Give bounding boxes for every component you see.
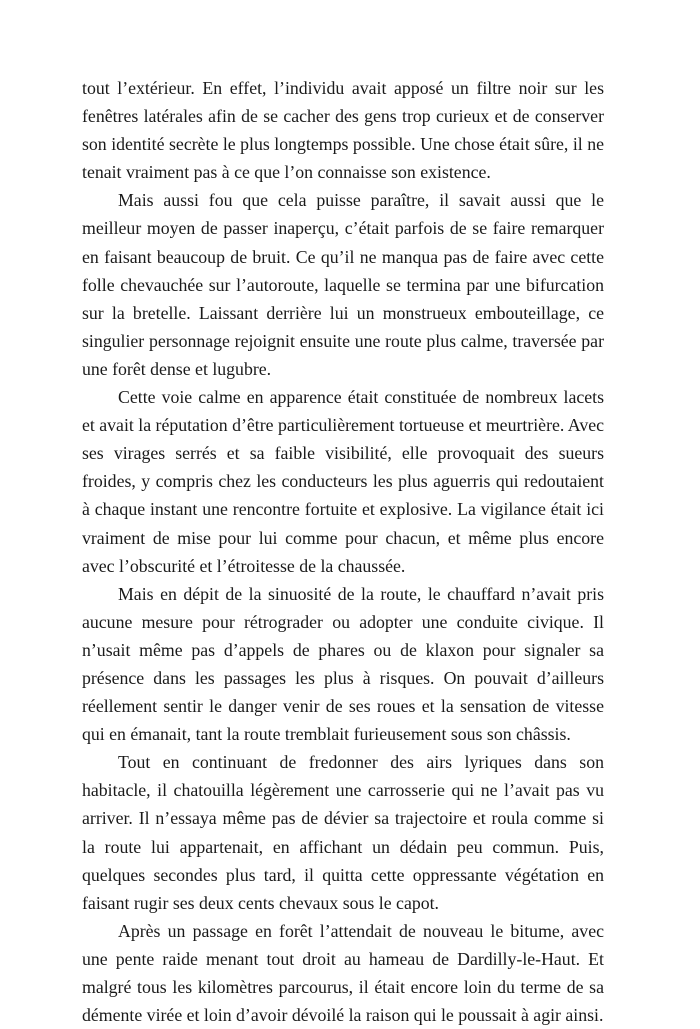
paragraph-4: Mais en dépit de la sinuosité de la route, le chauffard n’avait pris aucune mesure pour rétrograder ou adopter une conduite civique. Il n’usait même pas d’appels de phares ou de klaxon pour signaler sa présence dans les passages les plus à risques. On pouvait d’ailleurs réellement sentir le danger venir de ses roues et la sensation de vitesse qui en émanait, tant la route tremblait furieusement sous son châssis. [82,583,604,745]
paragraph-2: Mais aussi fou que cela puisse paraître, il savait aussi que le meilleur moyen de passer inaperçu, c’était parfois de se faire remarquer en faisant beaucoup de bruit. Ce qu’il ne manqua pas de faire avec cette folle chevauchée sur l’autoroute, laquelle se termina par une bifurcation sur la bretelle. Laissant derrière lui un monstrueux embouteillage, ce singulier personnage rejoignit ensuite une route plus calme, traversée par une forêt dense et lugubre. [82,190,604,379]
paragraph-1: tout l’extérieur. En effet, l’individu avait apposé un filtre noir sur les fenêtres latérales afin de se cacher des gens trop curieux et de conserver son identité secrète le plus longtemps possible. Une chose était sûre, il ne tenait vraiment pas à ce que l’on connaisse son existence. [82,78,604,183]
paragraph-3: Cette voie calme en apparence était constituée de nombreux lacets et avait la réputation d’être particulièrement tortueuse et meurtrière. Avec ses virages serrés et sa faible visibilité, elle provoquait des sueurs froides, y compris chez les conducteurs les plus aguerris qui redoutaient à chaque instant une rencontre fortuite et explosive. La vigilance était ici vraiment de mise pour lui comme pour chacun, et même plus encore avec l’obscurité et l’étroitesse de la chaussée. [82,387,604,576]
paragraph-6: Après un passage en forêt l’attendait de nouveau le bitume, avec une pente raide menant tout droit au hameau de Dardilly-le-Haut. Et malgré tous les kilomètres parcourus, il était encore loin du terme de sa démente virée et loin d’avoir dévoilé la raison qui le poussait à agir ainsi. [82,920,604,1026]
book-page [82,74,604,1029]
paragraph-5: Tout en continuant de fredonner des airs lyriques dans son habitacle, il chatouilla légèrement une carrosserie qui ne l’avait pas vu arriver. Il n’essaya même pas de dévier sa trajectoire et roula comme si la route lui appartenait, en affichant un dédain peu commun. Puis, quelques secondes plus tard, il quitta cette oppressante végétation en faisant rugir ses deux cents chevaux sous le capot. [82,752,604,913]
